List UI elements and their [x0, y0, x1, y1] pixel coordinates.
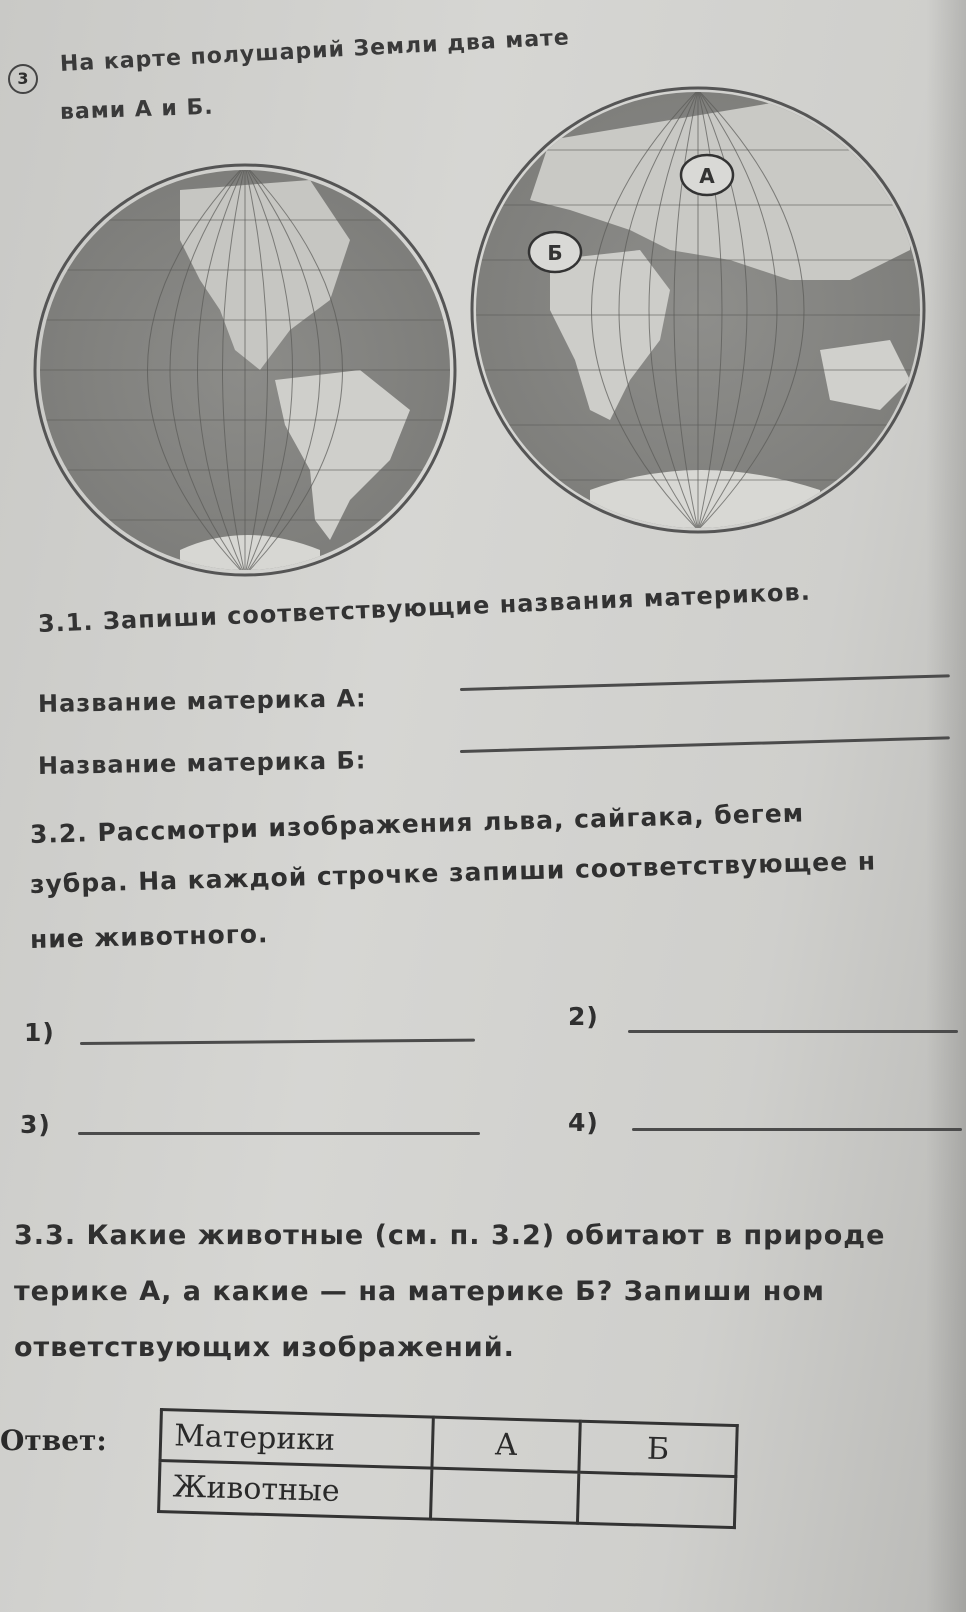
q33-line1: 3.3. Какие животные (см. п. 3.2) обитают в природе: [14, 1220, 886, 1251]
map-label-a: [681, 155, 733, 195]
hemisphere-maps: [30, 80, 960, 610]
eastern-hemisphere: [470, 80, 930, 540]
q32-item-3-label: 3): [20, 1110, 51, 1139]
svg-text:А: А: [699, 164, 715, 188]
q32-answer-line-1[interactable]: [80, 1039, 475, 1045]
q32-item-4-label: 4): [568, 1108, 599, 1137]
task-intro-line1: На карте полушарий Земли два мате: [59, 25, 571, 77]
table-cell-answer-a[interactable]: [431, 1468, 579, 1523]
q32-line2: зубра. На каждой строчке запиши соответствующее н: [29, 846, 877, 899]
q32-item-2-label: 2): [568, 1002, 599, 1031]
q31-field-b-label: Название материка Б:: [37, 746, 367, 780]
task-number: 3: [8, 64, 38, 94]
q31-field-a-label: Название материка А:: [37, 684, 367, 718]
q33-line2: терике А, а какие — на материке Б? Запиши ном: [14, 1276, 826, 1307]
q32-answer-line-2[interactable]: [628, 1030, 958, 1033]
answer-table: [157, 1408, 739, 1529]
table-cell-header: Материки: [160, 1410, 433, 1469]
answer-label: Ответ:: [0, 1424, 107, 1457]
q32-line3: ние животного.: [29, 919, 269, 954]
table-cell-header: А: [432, 1417, 580, 1472]
western-hemisphere: [30, 160, 460, 580]
q32-item-1-label: 1): [24, 1018, 55, 1047]
q32-line1: 3.2. Рассмотри изображения льва, сайгака, бегем: [29, 798, 805, 849]
task-intro-line2: вами А и Б.: [59, 94, 215, 125]
q31-heading: 3.1. Запиши соответствующие названия материков.: [37, 577, 812, 638]
svg-text:Б: Б: [547, 241, 563, 265]
q31-answer-line-b[interactable]: [460, 736, 950, 753]
table-cell-header: Б: [579, 1421, 737, 1476]
q31-answer-line-a[interactable]: [460, 674, 950, 691]
q32-answer-line-3[interactable]: [78, 1132, 480, 1135]
table-cell-answer-b[interactable]: [577, 1472, 735, 1527]
q33-line3: ответствующих изображений.: [14, 1332, 515, 1363]
q32-answer-line-4[interactable]: [632, 1128, 962, 1131]
table-cell-row-label: Животные: [159, 1461, 432, 1520]
map-label-b: [529, 232, 581, 272]
